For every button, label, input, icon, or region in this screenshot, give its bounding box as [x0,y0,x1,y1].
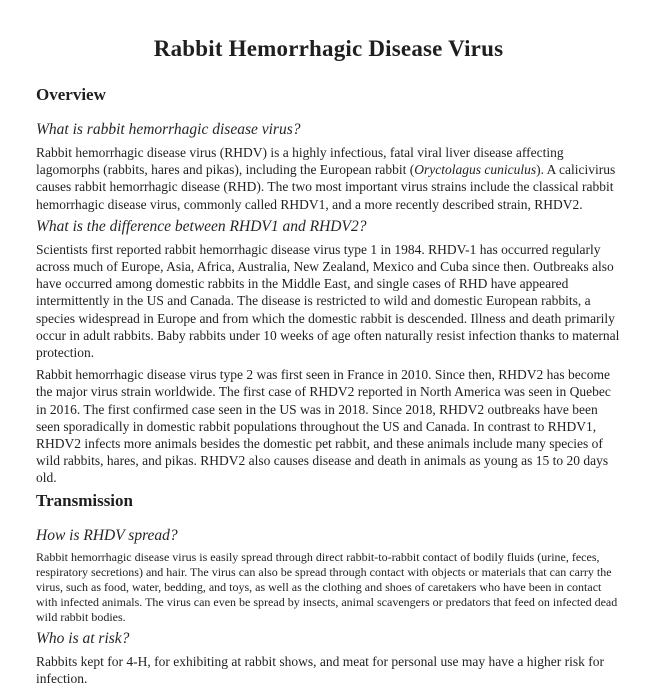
paragraph-text-after-latin: ). A calicivirus causes rabbit hemorrhagic disease (RHD). The two most important virus strains include the classical rabbit hemorrhagic disease virus, commonly called RHDV1, and a more recently described strain, RHDV2. [36,162,616,212]
species-latin-name: Oryctolagus cuniculus [414,162,537,178]
paragraph-rhdv-description [36,144,621,213]
question-who-at-risk: Who is at risk? [36,629,130,647]
document-title: Rabbit Hemorrhagic Disease Virus [153,36,504,61]
question-how-spread: How is RHDV spread? [36,526,178,544]
section-heading-transmission: Transmission [36,490,133,510]
question-difference-rhdv1-rhdv2: What is the difference between RHDV1 and RHDV2? [36,217,367,235]
question-what-is-rhdv: What is rabbit hemorrhagic disease virus? [36,121,301,138]
paragraph-rhdv1-history: Scientists first reported rabbit hemorrhagic disease virus type 1 in 1984. RHDV-1 has occurred regularly across much of Europe, Asia, Africa, Australia, New Zealand, Mexico and Cuba since then. Outbreaks also have occurred among domestic rabbits in the Middle East, and single cases of RHD have appeared intermittently in the US and Canada. The disease is restricted to wild and domestic European rabbits, a species widespread in Europe and from which the domestic rabbit is descended. Illness and death primarily occur in adult rabbits. Baby rabbits under 10 weeks of age often naturally resist infection thanks to maternal protection. [36,241,620,361]
paragraph-text-before-latin: Rabbit hemorrhagic disease virus (RHDV) is a highly infectious, fatal viral liver disease affecting lagomorphs (rabbits, hares and pikas), including the European rabbit ( [36,145,564,178]
paragraph-rhdv2-history: Rabbit hemorrhagic disease virus type 2 was first seen in France in 2010. Since then, RHDV2 has become the major virus strain worldwide. The first case of RHDV2 reported in North America was seen in Quebec in 2016. The first confirmed case seen in the US was in 2018. Since 2018, RHDV2 outbreaks have been seen sporadically in domestic rabbit populations throughout the US and Canada. In contrast to RHDV1, RHDV2 infects more animals besides the domestic pet rabbit, and these animals include many species of wild rabbits, hares, and pikas. RHDV2 also causes disease and death in animals as young as 15 to 20 days old. [36,367,611,486]
paragraph-spread: Rabbit hemorrhagic disease virus is easily spread through direct rabbit-to-rabbit contact of bodily fluids (urine, feces, respiratory secretions) and hair. The virus can also be spread through contact with objects or materials that can carry the virus, such as food, water, bedding, and toys, as well as the clothing and shoes of caretakers who have been in contact with infected animals. The virus can even be spread by insects, animal scavengers or predators that feed on infected dead wild rabbit bodies. [36,549,618,624]
section-heading-overview: Overview [36,85,106,104]
paragraph-risk: Rabbits kept for 4-H, for exhibiting at rabbit shows, and meat for personal use may have a higher risk for infection. [36,653,604,686]
